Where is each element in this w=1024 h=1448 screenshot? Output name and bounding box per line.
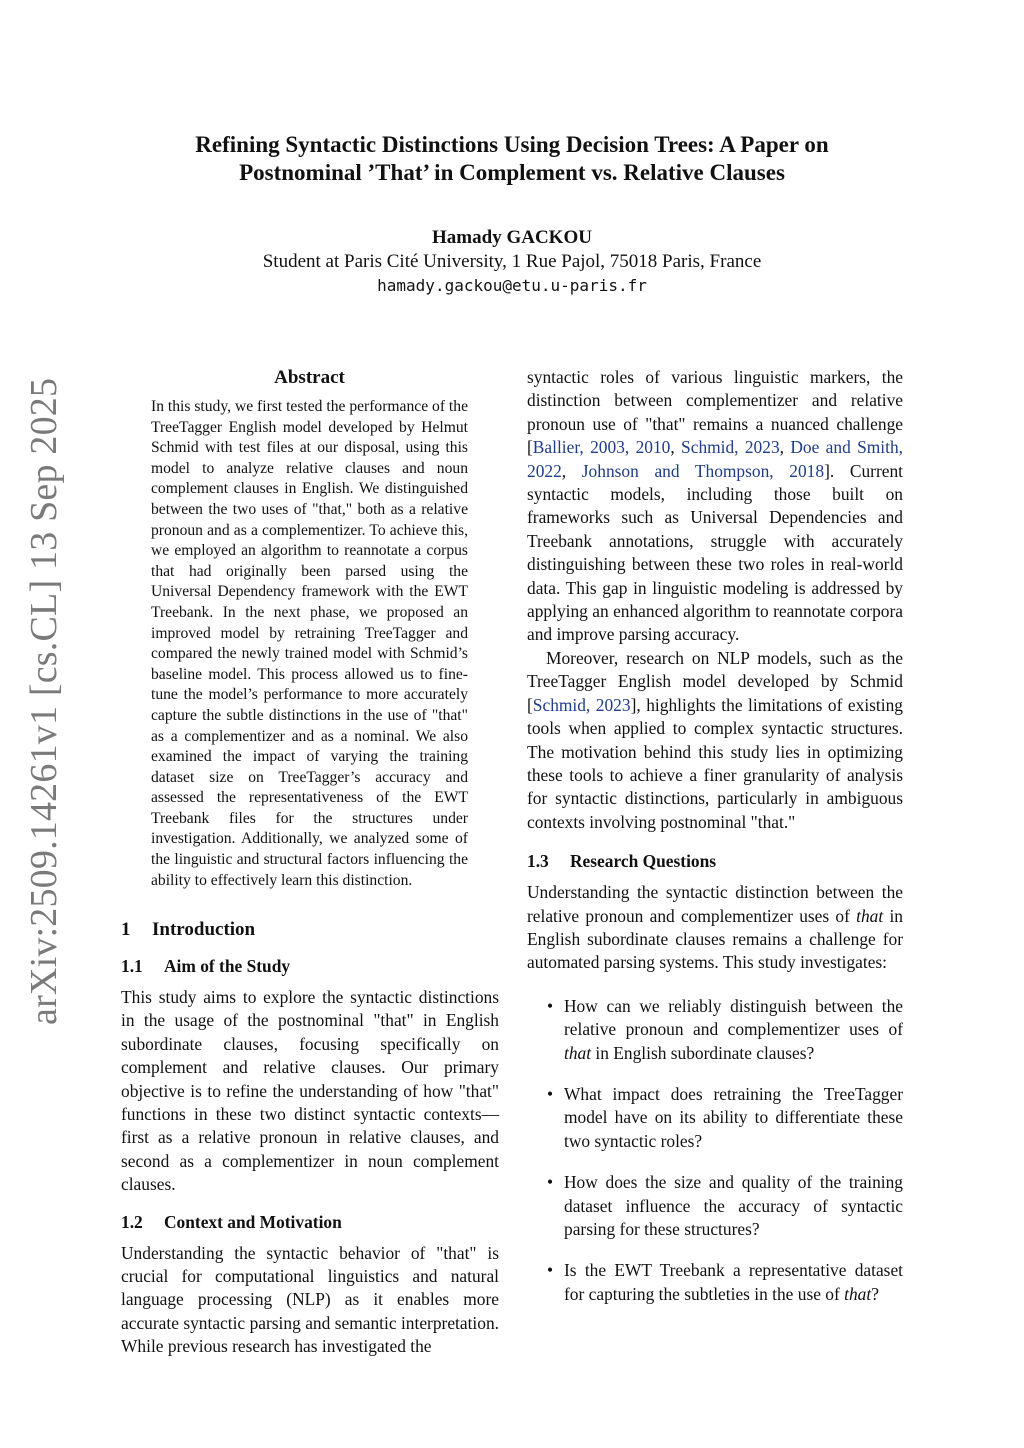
list-item: • How does the size and quality of the training dataset influence the accuracy of syntactic parsing for these structures?: [547, 1172, 903, 1239]
citation-link[interactable]: Johnson and Thompson, 2018: [581, 460, 825, 481]
motivation-paragraph: Moreover, research on NLP models, such as the TreeTagger English model developed by Schmid [Schmid, 2023], highlights the limitations of existing tools when applied to complex syntactic structures. The motivation behind this study lies in optimizing these tools to achieve a finer granularity of analysis for syntactic distinctions, particularly in ambiguous contexts involving postnominal "that.": [527, 647, 903, 832]
list-item: • Is the EWT Treebank a representative dataset for capturing the subtleties in the use of that?: [547, 1260, 903, 1304]
bullet-icon: •: [547, 995, 554, 1016]
subsection-title: Context and Motivation: [164, 1211, 342, 1232]
right-column: [527, 366, 903, 1324]
author-name: Hamady GACKOU: [432, 227, 592, 248]
left-column: [121, 918, 499, 1359]
title-line-2: Postnominal ’That’ in Complement vs. Relative Clauses: [239, 160, 785, 185]
subsection-title: Research Questions: [570, 851, 717, 872]
bullet-icon: •: [547, 1172, 554, 1193]
context-paragraph-start: Understanding the syntactic behavior of "that" is crucial for computational linguistics and natural language processing (NLP) as it enables more accurate syntactic parsing and semantic interpretation. While previous research has investigated the: [121, 1242, 499, 1357]
abstract-heading: Abstract: [274, 367, 345, 388]
citation-link[interactable]: Doe and Smith, 2022: [527, 437, 903, 481]
aim-paragraph: This study aims to explore the syntactic distinctions in the usage of the postnominal "that" in English subordinate clauses, focusing specifically on complement and relative clauses. Our primary objective is to refine the understanding of how "that" functions in these two distinct syntactic contexts—first as a relative pronoun in relative clauses, and second as a complementizer in noun complement clauses.: [121, 987, 499, 1195]
subsection-number: 1.3: [527, 851, 549, 872]
subsection-number: 1.2: [121, 1211, 143, 1232]
author-email[interactable]: hamady.gackou@etu.u-paris.fr: [377, 276, 647, 295]
research-questions-list: [527, 995, 903, 1306]
bullet-icon: •: [547, 1083, 554, 1104]
context-paragraph-continued: syntactic roles of various linguistic markers, the distinction between complementizer and relative pronoun use of "that" remains a nuanced challenge [Ballier, 2003, 2010, Schmid, 2023, Doe and Smith, 2022, Johnson and Thompson, 2018]. Current syntactic models, including those built on frameworks such as Universal Dependencies and Treebank annotations, struggle with accurately distinguishing between these two roles in real-world data. This gap in linguistic modeling is addressed by applying an enhanced algorithm to reannotate corpora and improve parsing accuracy.: [527, 367, 903, 645]
subsection-number: 1.1: [121, 956, 143, 976]
section-1-1-heading: [121, 955, 499, 978]
abstract-text: In this study, we first tested the performance of the TreeTagger English model developed by Helmut Schmid with test files at our disposal, using this model to analyze relative clauses and noun complement clauses in English. We distinguished between the two uses of "that," both as a relative pronoun and as a complementizer. To achieve this, we employed an algorithm to reannotate a corpus that had originally been parsed using the Universal Dependency framework with the EWT Treebank. In the next phase, we proposed an improved model by retraining TreeTagger and compared the newly trained model with Schmid’s baseline model. This process allowed us to fine-tune the model’s performance to more accurately capture the subtle distinctions in the use of "that" as a complementizer and as a nominal. We also examined the impact of varying the training dataset size on TreeTagger’s accuracy and assessed the representativeness of the EWT Treebank files for the structures under investigation. Additionally, we analyzed some of the linguistic and structural factors influencing the ability to effectively learn this distinction.: [151, 398, 468, 889]
section-1-3-heading: [527, 850, 903, 873]
citation-link[interactable]: Ballier, 2003, 2010: [532, 437, 671, 458]
section-title: Introduction: [152, 919, 256, 940]
section-1-heading: [121, 918, 499, 942]
list-item: • How can we reliably distinguish between the relative pronoun and complementizer uses of that in English subordinate clauses?: [547, 995, 903, 1063]
research-questions-intro: Understanding the syntactic distinction between the relative pronoun and complementizer uses of that in English subordinate clauses remains a challenge for automated parsing systems. This study investigates:: [527, 882, 903, 973]
citation-link[interactable]: Schmid, 2023: [532, 694, 631, 715]
paper-title: [140, 131, 884, 187]
title-line-1: Refining Syntactic Distinctions Using Decision Trees: A Paper on: [195, 132, 829, 157]
section-1-2-heading: [121, 1211, 499, 1234]
list-item: • What impact does retraining the TreeTagger model have on its ability to differentiate these two syntactic roles?: [547, 1083, 903, 1151]
bullet-icon: •: [547, 1260, 554, 1281]
citation-link[interactable]: Schmid, 2023: [681, 437, 780, 458]
author-affiliation: Student at Paris Cité University, 1 Rue Pajol, 75018 Paris, France: [262, 251, 762, 272]
subsection-title: Aim of the Study: [164, 956, 291, 976]
section-number: 1: [121, 919, 131, 940]
arxiv-stamp: arXiv:2509.14261v1 [cs.CL] 13 Sep 2025: [23, 377, 65, 1025]
